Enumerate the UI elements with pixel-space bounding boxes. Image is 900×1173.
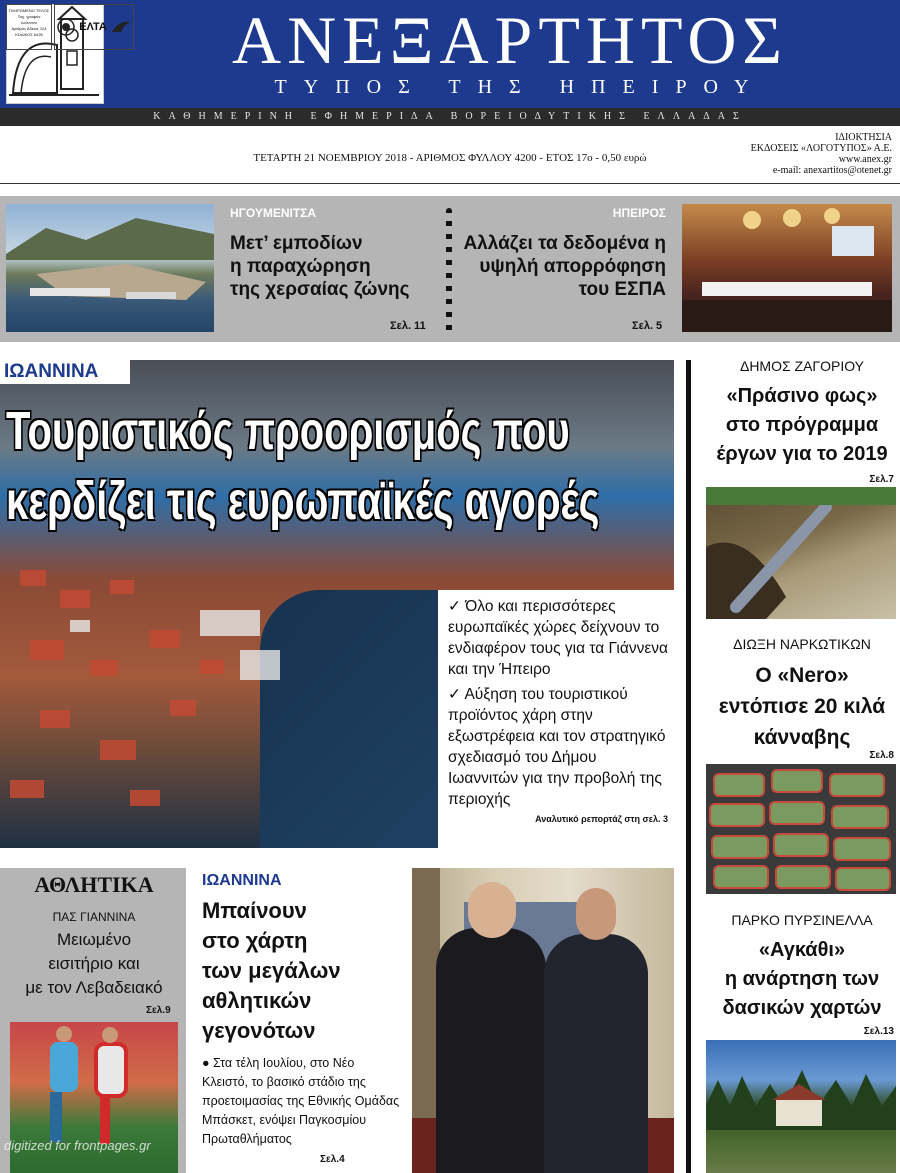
sports-headline[interactable] bbox=[10, 928, 178, 1000]
person-right bbox=[544, 934, 648, 1173]
teaser-divider bbox=[446, 208, 452, 334]
headline-line: «Αγκάθι» bbox=[758, 939, 846, 961]
page-ref: Σελ. 11 bbox=[390, 320, 426, 332]
page-ref: Σελ.7 bbox=[869, 474, 894, 485]
story-headline[interactable] bbox=[704, 936, 900, 1023]
sports-kicker: ΠΑΣ ΓΙΑΝΝΙΝΑ bbox=[52, 910, 136, 924]
headline-line: με τον Λεβαδειακό bbox=[25, 978, 163, 997]
story-kicker: ΔΗΜΟΣ ΖΑΓΟΡΙΟΥ bbox=[739, 358, 865, 374]
page-ref: Αναλυτικό ρεπορτάζ στη σελ. 3 bbox=[535, 814, 668, 824]
headline-line: της χερσαίας ζώνης bbox=[230, 279, 410, 300]
headline-line: Ο «Nero» bbox=[755, 664, 849, 687]
headline-line: του ΕΣΠΑ bbox=[578, 279, 666, 300]
teaser-kicker: ΗΠΕΙΡΟΣ bbox=[612, 206, 666, 220]
headline-line: γεγονότων bbox=[202, 1018, 316, 1043]
two-men-photo bbox=[412, 868, 674, 1173]
ownership-block bbox=[700, 132, 892, 176]
headline-line: εντόπισε 20 κιλά bbox=[718, 695, 886, 718]
story-body: ● Στα τέλη Ιουλίου, στο Νέο Κλειστό, το βασικό στάδιο της προετοιμασίας της Εθνικής Ομάδας Μπάσκετ, ενόψει Παγκοσμίου Πρωταθλήματος bbox=[202, 1056, 400, 1146]
newspaper-subtitle: ΤΥΠΟΣ ΤΗΣ ΗΠΕΙΡΟΥ bbox=[274, 76, 766, 98]
story-headline[interactable] bbox=[704, 382, 900, 469]
lead-bullets bbox=[438, 590, 674, 850]
headline-line: στο πρόγραμμα bbox=[725, 414, 879, 436]
tagline-bar: ΚΑΘΗΜΕΡΙΝΗ ΕΦΗΜΕΡΙΔΑ ΒΟΡΕΙΟΔΥΤΙΚΗΣ ΕΛΛΑΔΑΣ bbox=[0, 108, 900, 126]
headline-line: Τουριστικός προορισμός που bbox=[6, 401, 570, 461]
pipeline-works-photo bbox=[706, 487, 896, 619]
stamp-line: ΚΩΔΙΚΟΣ 6426 bbox=[15, 32, 43, 37]
teaser-kicker: ΗΓΟΥΜΕΝΙΤΣΑ bbox=[230, 206, 317, 220]
lead-headline[interactable] bbox=[6, 396, 672, 536]
elta-seal-icon bbox=[57, 18, 75, 36]
teaser-headline[interactable] bbox=[230, 232, 440, 301]
headline-line: δασικών χαρτών bbox=[722, 997, 882, 1019]
bullet-point: ✓ Αύξηση του τουριστικού προϊόντος χάρη στην εξωστρέφεια και τον στρατηγικό σχεδιασμό του Δήμου Ιωαννιτών για την προβολή της περιοχής bbox=[448, 686, 666, 808]
story-kicker: ΔΙΩΞΗ ΝΑΡΚΩΤΙΚΩΝ bbox=[733, 636, 871, 652]
postage-stamp-box bbox=[6, 4, 52, 50]
conference-photo bbox=[682, 204, 892, 332]
park-photo bbox=[706, 1040, 896, 1173]
story-headline[interactable] bbox=[202, 896, 402, 1046]
elta-badge bbox=[54, 4, 134, 50]
stamp-line: ΠΛΗΡΩΜΕΝΟ ΤΕΛΟΣ bbox=[8, 8, 50, 13]
port-photo bbox=[6, 204, 214, 332]
story-headline[interactable] bbox=[704, 660, 900, 753]
hermes-wing-icon bbox=[111, 20, 131, 34]
person-left bbox=[436, 928, 546, 1173]
newspaper-title: ΑΝΕΞΑΡΤΗΤΟΣ bbox=[231, 2, 789, 78]
headline-line: η ανάρτηση των bbox=[724, 968, 880, 990]
lead-kicker: ΙΩΑΝΝΙΝΑ bbox=[0, 360, 130, 384]
dateline: ΤΕΤΑΡΤΗ 21 ΝΟΕΜΒΡΙΟΥ 2018 - ΑΡΙΘΜΟΣ ΦΥΛΛΟΥ 4200 - ΕΤΟΣ 17ο - 0,50 ευρώ bbox=[253, 152, 647, 164]
elta-label: ΕΛΤΑ bbox=[79, 21, 107, 33]
person-right-head bbox=[576, 888, 616, 940]
page-ref: Σελ.8 bbox=[869, 750, 894, 761]
headline-line: κάνναβης bbox=[753, 726, 851, 749]
headline-line: στο χάρτη bbox=[202, 928, 308, 953]
stamp-line: Ταχ. γραφείο bbox=[17, 14, 41, 19]
page-ref: Σελ.4 bbox=[320, 1154, 345, 1165]
person-left-head bbox=[468, 882, 516, 938]
owner-name: ΕΚΔΟΣΕΙΣ «ΛΟΓΟΤΥΠΟΣ» Α.Ε. bbox=[750, 143, 892, 154]
cannabis-packages-photo bbox=[706, 764, 896, 894]
website-link[interactable]: www.anex.gr bbox=[838, 154, 892, 165]
sports-section-title: ΑΘΛΗΤΙΚΑ bbox=[34, 872, 154, 897]
owner-label: ΙΔΙΟΚΤΗΣΙΑ bbox=[835, 132, 892, 143]
page-ref: Σελ.13 bbox=[863, 1026, 894, 1037]
headline-line: Μειωμένο bbox=[56, 930, 132, 949]
bullet-point: ✓ Όλο και περισσότερες ευρωπαϊκές χώρες δείχνουν το ενδιαφέρον τους για τα Γιάννενα και την Ήπειρο bbox=[448, 598, 668, 678]
headline-line: έργων για το 2019 bbox=[716, 443, 888, 465]
digitized-watermark: digitized for frontpages.gr bbox=[4, 1138, 151, 1153]
headline-line: κερδίζει τις ευρωπαϊκές αγορές bbox=[6, 471, 600, 531]
story-kicker: ΙΩΑΝΝΙΝΑ bbox=[202, 872, 282, 889]
email-link[interactable]: e-mail: anexartitos@otenet.gr bbox=[772, 165, 892, 176]
headline-line: εισιτήριο και bbox=[48, 954, 140, 973]
story-kicker: ΠΑΡΚΟ ΠΥΡΣΙΝΕΛΛΑ bbox=[731, 912, 873, 928]
teaser-headline[interactable] bbox=[456, 232, 666, 301]
headline-line: Μπαίνουν bbox=[202, 898, 307, 923]
page-ref: Σελ. 5 bbox=[632, 320, 663, 332]
headline-line: αθλητικών bbox=[202, 988, 312, 1013]
headline-line: «Πράσινο φως» bbox=[726, 385, 878, 407]
stamp-line: Ιωάννινα bbox=[21, 20, 37, 25]
stamp-line: Αριθμός Άδειας 124 bbox=[11, 26, 47, 31]
headline-line: Αλλάζει τα δεδομένα η bbox=[463, 233, 666, 254]
page-ref: Σελ.9 bbox=[146, 1005, 171, 1016]
headline-line: Μετ’ εμποδίων bbox=[230, 233, 363, 254]
headline-line: υψηλή απορρόφηση bbox=[479, 256, 666, 277]
headline-line: των μεγάλων bbox=[202, 958, 341, 983]
headline-line: η παραχώρηση bbox=[230, 256, 371, 277]
column-divider bbox=[686, 360, 691, 1173]
